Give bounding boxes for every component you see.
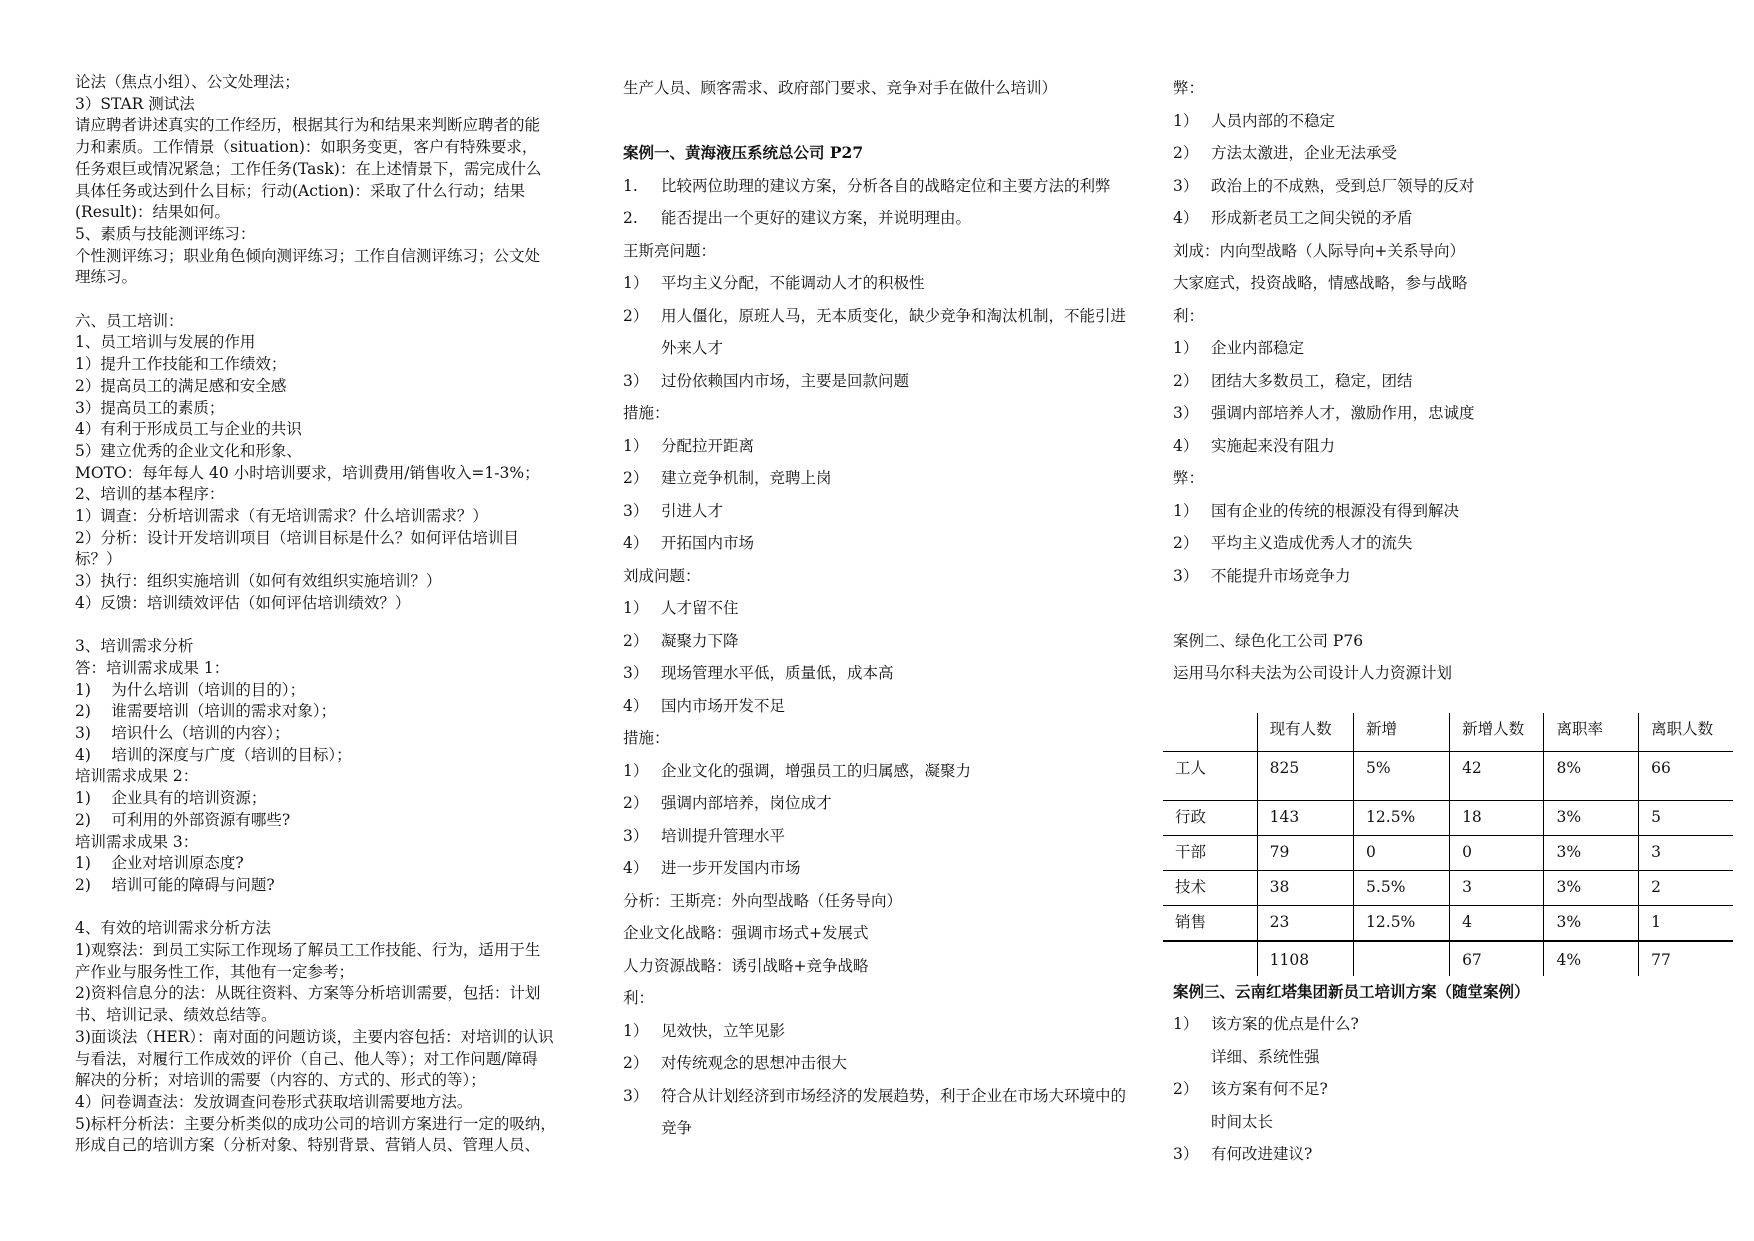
answer-text: 时间太长	[1211, 1112, 1274, 1131]
text-line: 企业文化战略：强调市场式+发展式	[623, 924, 869, 942]
text-line: 论法（焦点小组）、公文处理法；	[75, 73, 300, 91]
item-number: 1）	[623, 274, 649, 292]
spacer	[1173, 690, 1733, 712]
table-cell: 3%	[1544, 835, 1639, 870]
table-row	[1163, 835, 1733, 870]
table-cell: 干部	[1163, 835, 1257, 870]
text-line: 与看法，对履行工作成效的评价（自己、他人等）；对工作问题/障碍	[75, 1049, 538, 1068]
text-line: 形成自己的培训方案（分析对象、特别背景、营销人员、管理人员、	[75, 1136, 541, 1155]
case-title: 案例二、绿色化工公司 P76	[1173, 631, 1364, 650]
text-line: 任务艰巨或情况紧急；工作任务(Task)：在上述情景下，需完成什么	[75, 159, 542, 178]
text-line: 3）提高员工的素质；	[75, 398, 225, 417]
item-number: 3）	[1173, 566, 1199, 585]
item-text: 引进人才	[661, 501, 724, 520]
table-cell: 12.5%	[1354, 800, 1450, 835]
item-text: 人员内部的不稳定	[1211, 111, 1336, 130]
table-cell: 销售	[1163, 905, 1257, 941]
item-text: 建立竞争机制，竞聘上岗	[661, 469, 832, 487]
table-row	[1163, 800, 1733, 835]
table-header-cell	[1163, 712, 1257, 751]
item-number: 3）	[623, 371, 649, 390]
item-text: 方法太激进，企业无法承受	[1211, 144, 1398, 162]
table-cell: 3%	[1544, 870, 1639, 905]
text-line: 3) 培识什么（培训的内容）；	[75, 724, 290, 743]
table-header-cell: 新增	[1354, 712, 1450, 751]
item-text: 凝聚力下降	[661, 631, 739, 650]
case-title: 案例一、黄海液压系统总公司 P27	[623, 143, 864, 162]
item-text: 有何改进建议?	[1211, 1145, 1313, 1163]
item-number: 1）	[1173, 111, 1199, 130]
list-item	[623, 430, 1133, 463]
list-item	[1173, 560, 1733, 593]
table-cell: 4%	[1544, 941, 1639, 976]
table-header-row	[1163, 712, 1733, 751]
text-line: 分析：王斯亮：外向型战略（任务导向）	[623, 891, 903, 910]
table-row	[1163, 905, 1733, 941]
item-text: 符合从计划经济到市场经济的发展趋势，利于企业在市场大环境中的竞争	[661, 1086, 1127, 1137]
table-total-row	[1163, 941, 1733, 976]
hr-plan-table	[1163, 712, 1733, 976]
item-text: 企业内部稳定	[1211, 339, 1305, 357]
text-line: 运用马尔科夫法为公司设计人力资源计划	[1173, 664, 1453, 682]
text-line: 利：	[623, 989, 655, 1007]
text-line: 4）问卷调查法：发放调查问卷形式获取培训需要地方法。	[75, 1093, 473, 1111]
text-line: 4）反馈：培训绩效评估（如何评估培训绩效？）	[75, 593, 411, 612]
item-number: 1）	[1173, 339, 1199, 357]
item-text: 不能提升市场竞争力	[1211, 566, 1351, 585]
spacer	[1173, 592, 1733, 625]
item-number: 2）	[623, 631, 649, 650]
text-line: 个性测评练习；职业角色倾向测评练习；工作自信测评练习；公文处	[75, 246, 541, 265]
table-header-cell: 离职人数	[1639, 712, 1733, 751]
text-line: 请应聘者讲述真实的工作经历，根据其行为和结果来判断应聘者的能	[75, 116, 541, 135]
text-line: 1）调查：分析培训需求（有无培训需求？什么培训需求？）	[75, 507, 488, 526]
item-text: 强调内部培养，岗位成才	[661, 794, 832, 812]
item-number: 1）	[623, 599, 649, 617]
table-cell: 18	[1450, 800, 1544, 835]
item-text: 国内市场开发不足	[661, 696, 786, 715]
list-item	[1173, 495, 1733, 528]
item-number: 3）	[623, 1086, 649, 1105]
item-text: 培训提升管理水平	[661, 826, 786, 845]
list-item	[623, 1047, 1133, 1080]
table-cell: 38	[1257, 870, 1353, 905]
item-text: 平均主义造成优秀人才的流失	[1211, 534, 1413, 552]
text-line: 1) 企业对培训原态度?	[75, 854, 244, 873]
item-number: 4）	[623, 859, 649, 877]
text-line: 弊：	[1173, 469, 1205, 487]
list-item	[623, 1080, 1133, 1145]
item-text: 平均主义分配，不能调动人才的积极性	[661, 274, 925, 292]
item-text: 该方案的优点是什么?	[1211, 1015, 1359, 1033]
list-item	[1173, 1138, 1733, 1171]
table-cell: 1108	[1257, 941, 1353, 976]
text-line: (Result)：结果如何。	[75, 203, 231, 222]
table-cell: 5.5%	[1354, 870, 1450, 905]
list-item	[623, 202, 1133, 235]
text-line: 3）STAR 测试法	[75, 94, 195, 113]
item-text: 实施起来没有阻力	[1211, 436, 1336, 455]
list-item	[623, 267, 1133, 300]
item-number: 3）	[1173, 404, 1199, 422]
text-line: 人力资源战略：诱引战略+竞争战略	[623, 956, 869, 975]
text-line: 培训需求成果 3：	[75, 832, 199, 851]
list-item	[1173, 527, 1733, 560]
table-cell: 5	[1639, 800, 1733, 835]
text-line: 1) 为什么培训（培训的目的）；	[75, 680, 306, 699]
text-line: 2)资料信息分的法：从既往资料、方案等分析培训需要，包括：计划	[75, 984, 541, 1003]
list-item	[1173, 170, 1733, 203]
table-header-cell: 新增人数	[1450, 712, 1544, 751]
table-row	[1163, 870, 1733, 905]
table-cell: 2	[1639, 870, 1733, 905]
list-item	[623, 462, 1133, 495]
item-text: 政治上的不成熟，受到总厂领导的反对	[1211, 176, 1475, 195]
item-text: 形成新老员工之间尖锐的矛盾	[1211, 209, 1413, 227]
list-item	[1173, 1073, 1733, 1106]
table-cell: 79	[1257, 835, 1353, 870]
spacer	[75, 289, 585, 311]
list-item	[1173, 332, 1733, 365]
item-number: 2.	[623, 209, 638, 227]
text-line: 刘成：内向型战略（人际导向+关系导向）	[1173, 241, 1465, 260]
text-line: 2) 培训可能的障碍与问题?	[75, 875, 275, 894]
table-cell	[1163, 941, 1257, 976]
item-number: 4）	[623, 534, 649, 552]
spacer	[75, 897, 585, 919]
list-item	[623, 852, 1133, 885]
list-item	[1173, 202, 1733, 235]
item-number: 3）	[623, 501, 649, 520]
item-text: 开拓国内市场	[661, 534, 755, 552]
text-line: 2）分析：设计开发培训项目（培训目标是什么？如何评估培训目	[75, 528, 519, 547]
item-number: 1）	[623, 1021, 649, 1040]
text-line: 利：	[1173, 306, 1205, 325]
text-line: 5）建立优秀的企业文化和形象、	[75, 441, 302, 460]
text-line: 产作业与服务性工作，其他有一定参考；	[75, 962, 355, 981]
item-number: 3）	[1173, 176, 1199, 195]
column-middle	[623, 72, 1133, 1145]
list-item	[623, 300, 1133, 365]
item-text: 团结大多数员工，稳定，团结	[1211, 371, 1413, 390]
text-line: 1、员工培训与发展的作用	[75, 333, 256, 352]
item-number: 3）	[623, 664, 649, 682]
text-line: 措施：	[623, 729, 670, 747]
item-text: 对传统观念的思想冲击很大	[661, 1054, 848, 1072]
item-text: 现场管理水平低，质量低，成本高	[661, 664, 894, 682]
text-line: 2) 可利用的外部资源有哪些?	[75, 810, 291, 829]
text-line: 4）有利于形成员工与企业的共识	[75, 420, 302, 439]
list-item	[623, 1015, 1133, 1048]
item-number: 1）	[623, 436, 649, 455]
item-number: 4）	[1173, 209, 1199, 227]
text-line: 解决的分析；对培训的需要（内容的、方式的、形式的等）；	[75, 1071, 486, 1090]
list-item	[623, 527, 1133, 560]
section-heading: 4、有效的培训需求分析方法	[75, 919, 271, 938]
list-item	[623, 495, 1133, 528]
table-cell: 67	[1450, 941, 1544, 976]
case-title: 案例三、云南红塔集团新员工培训方案（随堂案例）	[1173, 981, 1530, 1001]
table-cell: 工人	[1163, 751, 1257, 800]
text-line: 2）提高员工的满足感和安全感	[75, 376, 287, 395]
table-cell: 1	[1639, 905, 1733, 941]
text-line: 1) 企业具有的培训资源；	[75, 789, 267, 808]
item-number: 2）	[623, 794, 649, 812]
table-cell: 技术	[1163, 870, 1257, 905]
table-cell: 行政	[1163, 800, 1257, 835]
text-line: 刘成问题：	[623, 566, 701, 585]
text-line: 力和素质。工作情景（situation)：如职务变更，客户有特殊要求，	[75, 138, 538, 157]
item-text: 国有企业的传统的根源没有得到解决	[1211, 501, 1460, 520]
item-number: 4）	[623, 696, 649, 715]
table-cell: 5%	[1354, 751, 1450, 800]
text-line: 弊：	[1173, 79, 1205, 97]
text-line: 4) 培训的深度与广度（培训的目标）；	[75, 745, 352, 764]
answer-text: 详细、系统性强	[1211, 1047, 1320, 1066]
item-text: 用人僵化，原班人马，无本质变化，缺少竞争和淘汰机制，不能引进外来人才	[661, 306, 1127, 357]
text-line: 3）执行：组织实施培训（如何有效组织实施培训？）	[75, 572, 442, 591]
text-line: 3)面谈法（HER）：南对面的问题访谈，主要内容包括：对培训的认识	[75, 1027, 554, 1046]
column-left	[75, 72, 585, 1157]
item-text: 人才留不住	[661, 599, 739, 617]
item-text: 企业文化的强调，增强员工的归属感，凝聚力	[661, 761, 972, 780]
table-header-cell: 现有人数	[1257, 712, 1353, 751]
item-text: 该方案有何不足?	[1211, 1080, 1328, 1098]
table-row	[1163, 751, 1733, 800]
section-heading: 3、培训需求分析	[75, 637, 194, 656]
table-cell: 0	[1354, 835, 1450, 870]
text-line: 措施：	[623, 404, 670, 422]
table-cell: 8%	[1544, 751, 1639, 800]
item-number: 2）	[1173, 371, 1199, 390]
item-number: 2）	[1173, 1080, 1199, 1098]
spacer	[75, 615, 585, 637]
table-cell: 23	[1257, 905, 1353, 941]
item-number: 1）	[623, 761, 649, 780]
item-text: 分配拉开距离	[661, 436, 755, 455]
text-line: 1)观察法：到员工实际工作现场了解员工工作技能、行为，适用于生	[75, 941, 541, 960]
list-item	[623, 365, 1133, 398]
list-item	[1173, 137, 1733, 170]
list-item	[623, 592, 1133, 625]
table-cell: 0	[1450, 835, 1544, 870]
item-number: 2）	[1173, 534, 1199, 552]
table-cell: 3%	[1544, 905, 1639, 941]
item-number: 1）	[1173, 1015, 1199, 1033]
text-line: 理练习。	[75, 268, 138, 287]
text-line: 书、培训记录、绩效总结等。	[75, 1006, 277, 1025]
table-cell: 42	[1450, 751, 1544, 800]
item-number: 2）	[623, 1054, 649, 1072]
text-line: 5、素质与技能测评练习：	[75, 224, 256, 243]
list-item	[623, 170, 1133, 203]
item-number: 3）	[1173, 1145, 1199, 1163]
item-number: 4）	[1173, 436, 1199, 455]
table-cell: 825	[1257, 751, 1353, 800]
text-line: 王斯亮问题：	[623, 241, 717, 260]
table-cell: 3	[1639, 835, 1733, 870]
item-text: 强调内部培养人才，激励作用，忠诚度	[1211, 404, 1475, 422]
table-cell: 4	[1450, 905, 1544, 941]
item-number: 3）	[623, 826, 649, 845]
section-heading: 六、员工培训：	[75, 311, 184, 330]
text-line: MOTO：每年每人 40 小时培训要求，培训费用/销售收入=1-3%；	[75, 463, 540, 482]
text-line: 培训需求成果 2：	[75, 767, 199, 786]
table-cell: 143	[1257, 800, 1353, 835]
table-cell: 77	[1639, 941, 1733, 976]
list-item	[1173, 430, 1733, 463]
text-line: 答：培训需求成果 1：	[75, 658, 230, 677]
item-number: 2）	[1173, 144, 1199, 162]
list-item	[1173, 365, 1733, 398]
list-item	[1173, 397, 1733, 430]
item-number: 2）	[623, 306, 649, 325]
column-right	[1173, 72, 1733, 1171]
item-number: 1.	[623, 176, 638, 195]
list-item	[623, 787, 1133, 820]
table-cell: 3%	[1544, 800, 1639, 835]
table-cell: 66	[1639, 751, 1733, 800]
text-line: 标？）	[75, 550, 122, 569]
list-item	[623, 755, 1133, 788]
text-line: 1）提升工作技能和工作绩效；	[75, 355, 287, 374]
table-cell	[1354, 941, 1450, 976]
text-line: 5)标杆分析法：主要分析类似的成功公司的培训方案进行一定的吸纳，	[75, 1114, 556, 1133]
item-text: 过份依赖国内市场，主要是回款问题	[661, 371, 910, 390]
text-line: 大家庭式，投资战略，情感战略，参与战略	[1173, 274, 1468, 292]
item-number: 1）	[1173, 501, 1199, 520]
item-number: 2）	[623, 469, 649, 487]
list-item	[623, 657, 1133, 690]
text-line: 生产人员、顾客需求、政府部门要求、竞争对手在做什么培训）	[623, 79, 1058, 97]
item-text: 进一步开发国内市场	[661, 859, 801, 877]
text-line: 2) 谁需要培训（培训的需求对象）；	[75, 702, 337, 721]
list-item	[623, 690, 1133, 723]
table-cell: 3	[1450, 870, 1544, 905]
spacer	[623, 105, 1133, 138]
text-line: 具体任务或达到什么目标；行动(Action)：采取了什么行动；结果	[75, 181, 525, 200]
text-line: 2、培训的基本程序：	[75, 485, 225, 504]
item-text: 比较两位助理的建议方案，分析各自的战略定位和主要方法的利弊	[661, 176, 1111, 195]
list-item	[1173, 105, 1733, 138]
list-item	[1173, 1008, 1733, 1041]
table-header-cell: 离职率	[1544, 712, 1639, 751]
list-item	[623, 820, 1133, 853]
table-cell: 12.5%	[1354, 905, 1450, 941]
list-item	[623, 625, 1133, 658]
item-text: 能否提出一个更好的建议方案，并说明理由。	[661, 209, 972, 227]
item-text: 见效快，立竿见影	[661, 1021, 786, 1040]
